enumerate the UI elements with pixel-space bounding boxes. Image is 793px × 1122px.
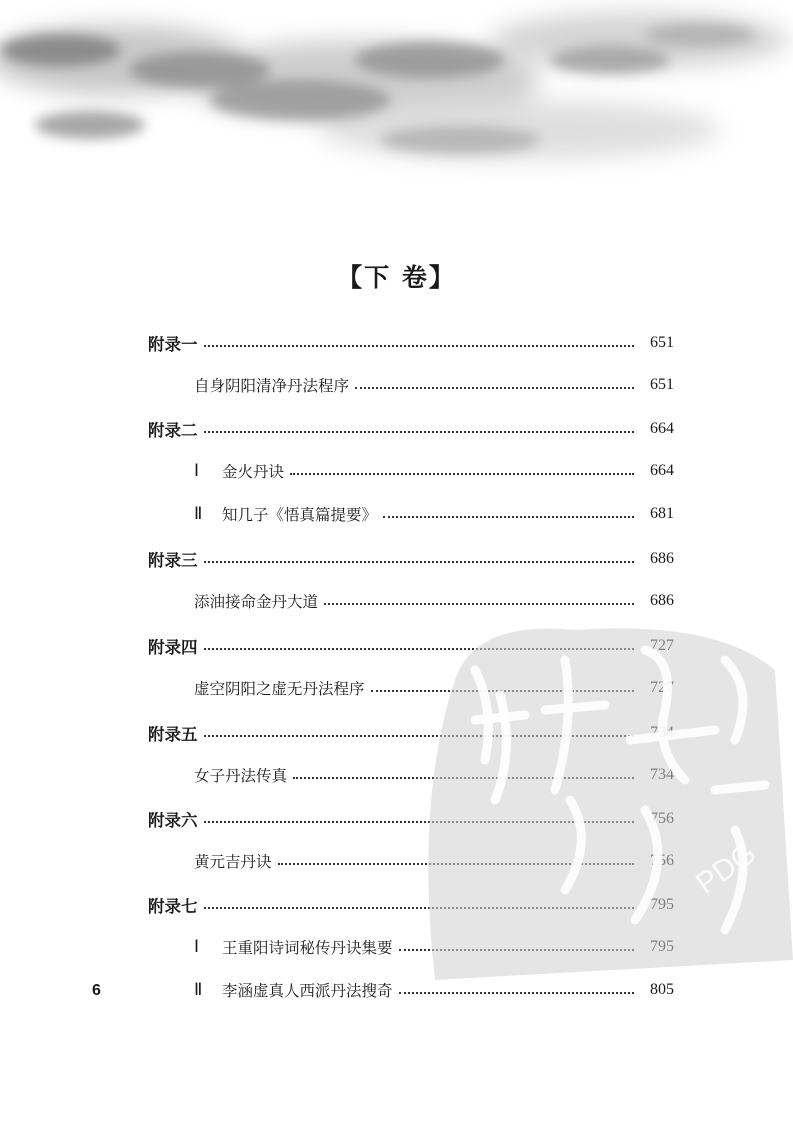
- toc-appendix-heading: [148, 330, 674, 356]
- toc-entry: [194, 372, 674, 398]
- dot-leader: [204, 561, 635, 563]
- toc-title: 附录六: [148, 811, 198, 830]
- toc-appendix-heading: [148, 416, 674, 442]
- toc-title: 附录七: [148, 897, 198, 916]
- page-number: 6: [92, 982, 101, 999]
- toc-page-number: 651: [650, 334, 674, 351]
- toc-page-number: 686: [650, 592, 674, 609]
- toc-title: 添油接命金丹大道: [194, 593, 319, 611]
- toc-title: 黄元吉丹诀: [194, 853, 272, 871]
- dot-leader: [204, 345, 635, 347]
- toc-entry: [194, 977, 674, 1003]
- toc-roman-numeral: Ⅱ: [194, 980, 203, 999]
- toc-page-number: 805: [650, 981, 674, 998]
- volume-title: 【下 卷】: [337, 263, 456, 292]
- toc-title: 知几子《悟真篇提要》: [222, 506, 378, 524]
- toc-entry: [194, 458, 674, 484]
- toc-roman-numeral: Ⅱ: [194, 504, 203, 523]
- toc-title: 附录一: [148, 335, 198, 354]
- toc-page-number: 686: [650, 550, 674, 567]
- toc-title: 附录三: [148, 551, 198, 570]
- toc-title: 自身阴阳清净丹法程序: [194, 377, 350, 395]
- dot-leader: [383, 516, 634, 518]
- toc-roman-numeral: Ⅰ: [194, 461, 200, 480]
- dot-leader: [399, 992, 634, 994]
- toc-title: 王重阳诗词秘传丹诀集要: [222, 939, 393, 957]
- pdg-watermark-seal: [415, 600, 793, 980]
- toc-roman-numeral: Ⅰ: [194, 937, 200, 956]
- toc-title: 金火丹诀: [222, 463, 285, 481]
- toc-page-number: 664: [650, 420, 674, 437]
- toc-entry: [194, 501, 674, 527]
- toc-title: 李涵虚真人西派丹法搜奇: [222, 982, 393, 1000]
- toc-title: 虚空阴阳之虚无丹法程序: [194, 680, 365, 698]
- toc-page-number: 651: [650, 376, 674, 393]
- toc-page-number: 664: [650, 462, 674, 479]
- dot-leader: [355, 387, 634, 389]
- toc-page-number: 681: [650, 505, 674, 522]
- watermark-label: PDG: [690, 836, 763, 901]
- toc-title: 附录五: [148, 725, 198, 744]
- dot-leader: [204, 431, 635, 433]
- toc-title: 附录二: [148, 421, 198, 440]
- toc-title: 附录四: [148, 638, 198, 657]
- toc-appendix-heading: [148, 546, 674, 572]
- toc-title: 女子丹法传真: [194, 767, 288, 785]
- dot-leader: [290, 473, 634, 475]
